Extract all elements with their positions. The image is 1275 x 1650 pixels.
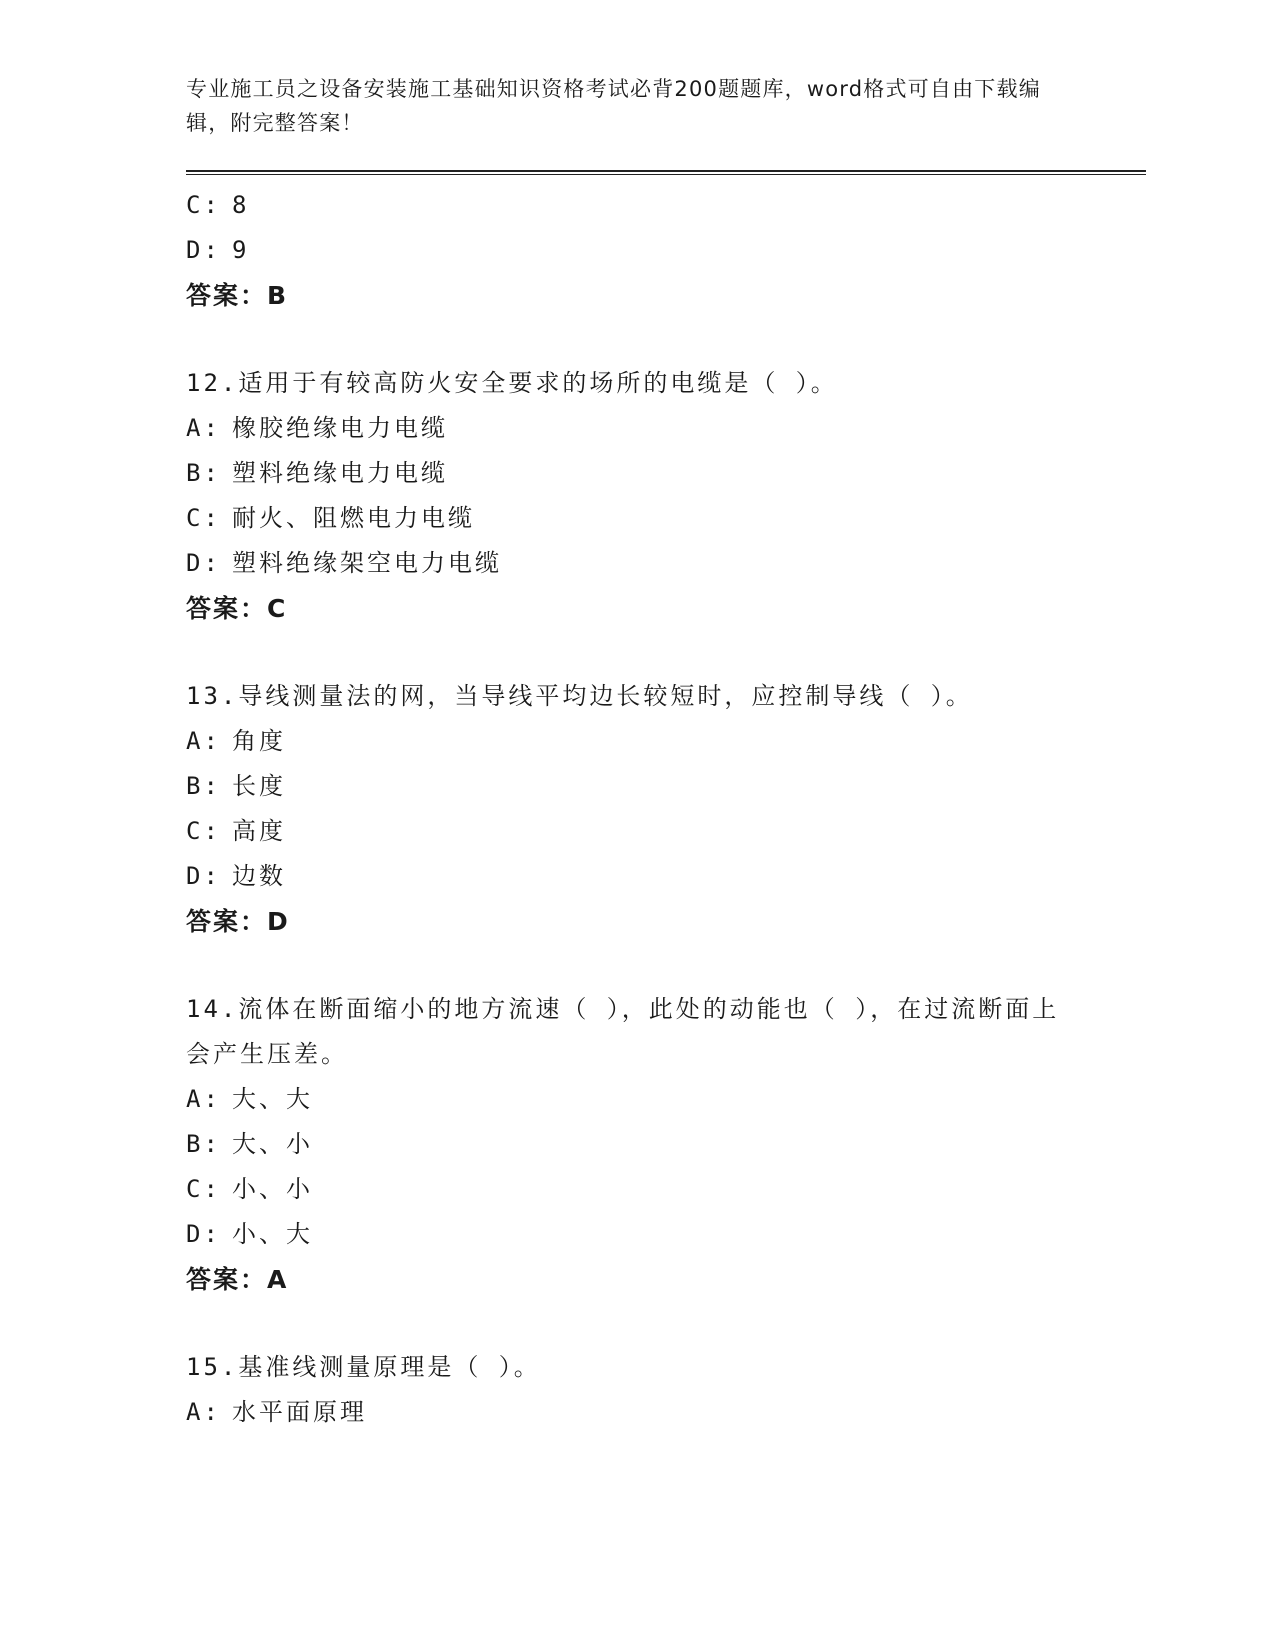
- option-a: A: 大、大: [186, 1085, 313, 1113]
- option-d: D: 塑料绝缘架空电力电缆: [186, 549, 502, 577]
- option-c: C: 小、小: [186, 1175, 313, 1203]
- question-13: [186, 674, 1146, 945]
- question-12: [186, 361, 1146, 632]
- question-list: [186, 183, 1146, 1435]
- option-b: B: 大、小: [186, 1130, 313, 1158]
- question-11-tail: [186, 183, 1146, 319]
- option-a: A: 橡胶绝缘电力电缆: [186, 414, 448, 442]
- question-15: [186, 1345, 1146, 1435]
- option-b: B: 长度: [186, 772, 286, 800]
- answer: 答案：C: [186, 594, 288, 623]
- option-d: D: 小、大: [186, 1220, 313, 1248]
- answer: 答案：B: [186, 281, 289, 310]
- option-a: A: 角度: [186, 727, 286, 755]
- question-text: 12.适用于有较高防火安全要求的场所的电缆是（ ）。: [186, 369, 838, 397]
- option-c: C: 高度: [186, 817, 286, 845]
- question-text: 15.基准线测量原理是（ ）。: [186, 1353, 541, 1381]
- answer: 答案：A: [186, 1265, 289, 1294]
- option-b: B: 塑料绝缘电力电缆: [186, 459, 448, 487]
- question-14: [186, 987, 1146, 1303]
- question-text: 14.流体在断面缩小的地方流速（ ），此处的动能也（ ），在过流断面上会产生压差。: [186, 995, 1060, 1068]
- option-c: C: 8: [186, 191, 250, 219]
- option-c: C: 耐火、阻燃电力电缆: [186, 504, 475, 532]
- document-page: [186, 72, 1146, 1435]
- answer: 答案：D: [186, 907, 290, 936]
- option-d: D: 边数: [186, 862, 286, 890]
- header-divider: [186, 170, 1146, 175]
- document-header-title: 专业施工员之设备安装施工基础知识资格考试必背200题题库，word格式可自由下载编辑，附完整答案！: [186, 77, 1041, 135]
- question-text: 13.导线测量法的网，当导线平均边长较短时，应控制导线（ ）。: [186, 682, 973, 710]
- option-d: D: 9: [186, 236, 250, 264]
- option-a: A: 水平面原理: [186, 1398, 367, 1426]
